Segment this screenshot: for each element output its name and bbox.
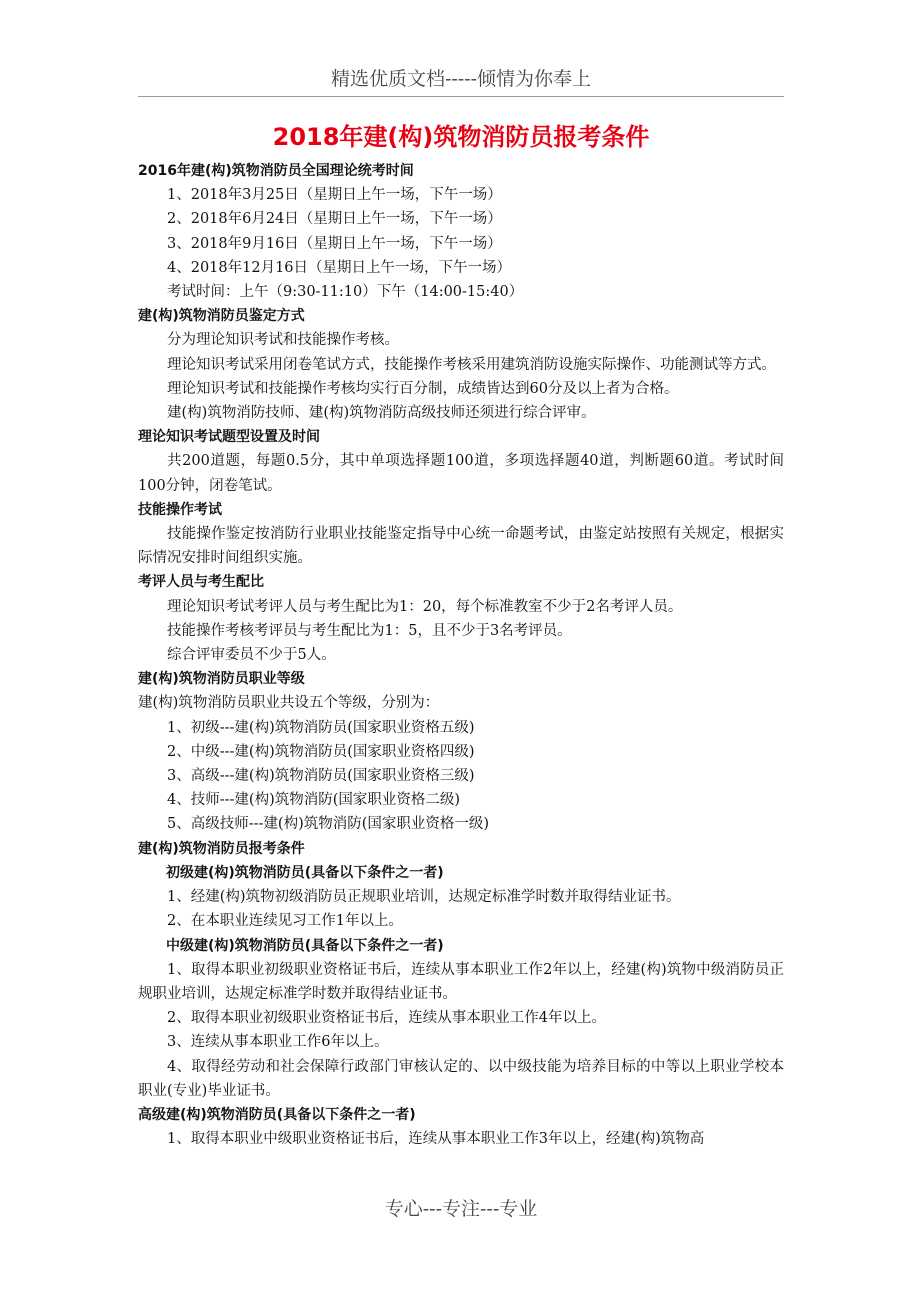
list-item: 3、连续从事本职业工作6年以上。 [167,1034,389,1051]
list-item: 1、取得本职业中级职业资格证书后，连续从事本职业工作3年以上，经建(构)筑物高 [167,1131,705,1148]
paragraph: 技能操作鉴定按消防行业职业技能鉴定指导中心统一命题考试，由鉴定站按照有关规定，根据实际情况安排时间组织实施。 [138,526,784,567]
section-heading: 建(构)筑物消防员职业等级 [138,671,305,688]
subsection-heading: 中级建(构)筑物消防员(具备以下条件之一者) [166,937,444,954]
section-heading: 建(构)筑物消防员鉴定方式 [138,308,305,325]
paragraph: 3、2018年9月16日（星期日上午一场，下午一场） [167,235,502,252]
paragraph: 考试时间：上午（9:30-11:10）下午（14:00-15:40） [167,284,524,301]
subsection-heading: 高级建(构)筑物消防员(具备以下条件之一者) [138,1106,416,1123]
list-item: 2、中级---建(构)筑物消防员(国家职业资格四级) [167,743,475,760]
page-header: 精选优质文档-----倾情为你奉上 [138,62,784,97]
paragraph: 技能操作考核考评员与考生配比为1：5，且不少于3名考评员。 [167,622,572,639]
list-item: 1、取得本职业初级职业资格证书后，连续从事本职业工作2年以上，经建(构)筑物中级消防员正规职业培训，达规定标准学时数并取得结业证书。 [138,961,784,1002]
list-item: 1、经建(构)筑物初级消防员正规职业培训，达规定标准学时数并取得结业证书。 [167,889,681,906]
list-item: 4、技师---建(构)筑物消防(国家职业资格二级) [167,792,461,809]
paragraph: 理论知识考试考评人员与考生配比为1：20，每个标准教室不少于2名考评人员。 [167,598,683,615]
document-title: 2018年建(构)筑物消防员报考条件 [272,123,650,151]
list-item: 4、取得经劳动和社会保障行政部门审核认定的、以中级技能为培养目标的中等以上职业学校本职业(专业)毕业证书。 [138,1058,784,1099]
paragraph: 建(构)筑物消防员职业共设五个等级，分别为： [138,695,440,712]
section-heading: 建(构)筑物消防员报考条件 [138,840,305,857]
list-item: 2、在本职业连续见习工作1年以上。 [167,913,403,930]
section-heading: 考评人员与考生配比 [138,574,264,591]
paragraph: 共200道题，每题0.5分，其中单项选择题100道，多项选择题40道，判断题60道。考试时间100分钟，闭卷笔试。 [138,453,784,494]
paragraph: 分为理论知识考试和技能操作考核。 [167,332,399,349]
paragraph: 建(构)筑物消防技师、建(构)筑物消防高级技师还须进行综合评审。 [167,405,596,422]
section-heading: 2016年建(构)筑物消防员全国理论统考时间 [138,163,414,179]
paragraph: 理论知识考试采用闭卷笔试方式，技能操作考核采用建筑消防设施实际操作、功能测试等方式。 [167,356,776,373]
paragraph: 4、2018年12月16日（星期日上午一场，下午一场） [167,259,512,276]
list-item: 3、高级---建(构)筑物消防员(国家职业资格三级) [167,768,475,785]
list-item: 1、初级---建(构)筑物消防员(国家职业资格五级) [167,719,475,736]
paragraph: 理论知识考试和技能操作考核均实行百分制，成绩皆达到60分及以上者为合格。 [167,380,679,397]
document-body [138,159,784,1151]
list-item: 2、取得本职业初级职业资格证书后，连续从事本职业工作4年以上。 [167,1010,606,1027]
paragraph: 2、2018年6月24日（星期日上午一场，下午一场） [167,211,502,228]
section-heading: 理论知识考试题型设置及时间 [138,429,320,446]
paragraph: 综合评审委员不少于5人。 [167,647,336,664]
section-heading: 技能操作考试 [138,501,222,518]
subsection-heading: 初级建(构)筑物消防员(具备以下条件之一者) [166,864,444,881]
page-footer: 专心---专注---专业 [384,1198,538,1220]
paragraph: 1、2018年3月25日（星期日上午一场，下午一场） [167,187,502,204]
list-item: 5、高级技师---建(构)筑物消防(国家职业资格一级) [167,816,490,833]
